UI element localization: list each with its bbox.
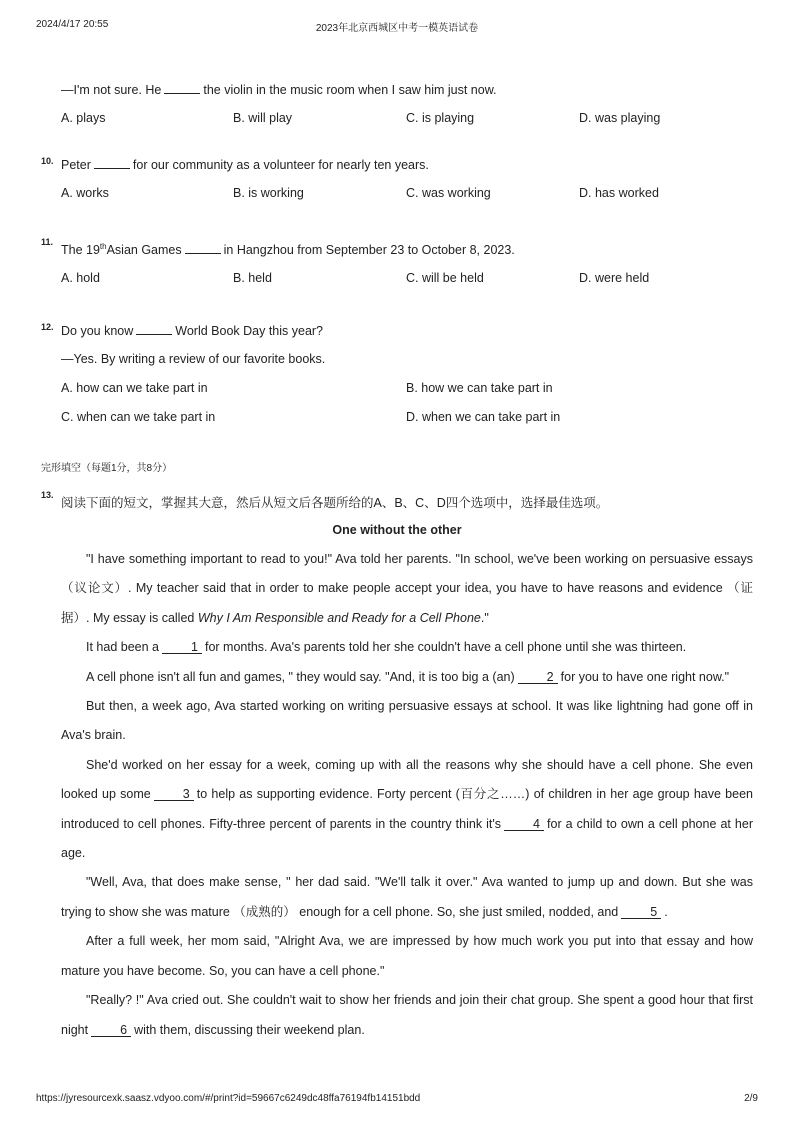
q12-number: 12. — [41, 322, 54, 332]
q9-option-c: C. is playing — [406, 111, 475, 125]
q12-reply: —Yes. By writing a review of our favorite books. — [61, 352, 326, 366]
document-title: 2023年北京西城区中考一模英语试卷 — [315, 23, 479, 34]
q9-option-b: B. will play — [233, 111, 293, 125]
cloze-blank-4: 4 — [504, 818, 544, 831]
q11-stem: The 19thAsian Games in Hangzhou from September 23 to October 8, 2023. — [61, 242, 515, 258]
section-heading: 完形填空（每题1分，共8分） — [41, 463, 173, 474]
q10-stem: Peter for our community as a volunteer for nearly ten years. — [61, 158, 429, 172]
paragraph-5: She'd worked on her essay for a week, coming up with all the reasons why she should have a cell phone. She even looked up some 3 to help as supporting evidence. Forty percent (百分之……) of children in her age group have been introduced to cell phones. Fifty-three percent of parents in the country think it's 4 for a child to own a cell phone at her age. — [61, 757, 753, 861]
q12-option-c: C. when can we take part in — [61, 410, 216, 424]
q9-stem: —I'm not sure. He the violin in the music room when I saw him just now. — [61, 83, 497, 97]
answer-blank — [164, 82, 200, 94]
q9-option-d: D. was playing — [579, 111, 661, 125]
passage-title: One without the other — [332, 523, 462, 537]
q10-number: 10. — [41, 156, 54, 166]
q11-option-d: D. were held — [579, 271, 650, 285]
paragraph-4: But then, a week ago, Ava started working on writing persuasive essays at school. It was like lightning had gone off in Ava's brain. — [61, 699, 753, 743]
cloze-blank-1: 1 — [162, 641, 202, 654]
paragraph-2: It had been a 1 for months. Ava's parents told her she couldn't have a cell phone until she was thirteen. — [86, 640, 687, 655]
q11-option-c: C. will be held — [406, 271, 484, 285]
paragraph-1: "I have something important to read to you!" Ava told her parents. "In school, we've been working on persuasive essays （议论文）. My teacher said that in order to make people accept your idea, you have to have reasons and evidence （证据）. My essay is called Why I Am Responsible and Ready for a Cell Phone." — [61, 552, 753, 625]
q10-option-d: D. has worked — [579, 186, 659, 200]
passage-body — [61, 545, 753, 1045]
q12-option-a: A. how can we take part in — [61, 381, 208, 395]
cloze-blank-2: 2 — [518, 671, 558, 684]
answer-blank — [136, 323, 172, 335]
q10-option-a: A. works — [61, 186, 109, 200]
q13-number: 13. — [41, 490, 54, 500]
q10-option-b: B. is working — [233, 186, 304, 200]
q9-option-a: A. plays — [61, 111, 106, 125]
answer-blank — [185, 242, 221, 254]
q11-option-a: A. hold — [61, 271, 100, 285]
paragraph-3: A cell phone isn't all fun and games, " they would say. "And, it is too big a (an) 2 for you to have one right now." — [86, 669, 730, 684]
page-number: 2/9 — [744, 1093, 758, 1104]
paragraph-6: "Well, Ava, that does make sense, " her dad said. "We'll talk it over." Ava wanted to jump up and down. But she was trying to show she was mature （成熟的） enough for a cell phone. So, she just smiled, nodded, and 5 . — [61, 875, 753, 919]
q12-stem: Do you know World Book Day this year? — [61, 324, 324, 338]
page-url: https://jyresourcexk.saasz.vdyoo.com/#/print?id=59667c6249dc48ffa76194fb14151bdd — [36, 1093, 421, 1104]
cloze-blank-3: 3 — [154, 788, 194, 801]
paragraph-8: "Really? !" Ava cried out. She couldn't wait to show her friends and join their chat group. She spent a good hour that first night 6 with them, discussing their weekend plan. — [61, 993, 753, 1037]
answer-blank — [94, 157, 130, 169]
q13-instruction: 阅读下面的短文，掌握其大意，然后从短文后各题所给的A、B、C、D四个选项中，选择最佳选项。 — [61, 496, 609, 510]
q12-option-d: D. when we can take part in — [406, 410, 561, 424]
q12-option-b: B. how we can take part in — [406, 381, 553, 395]
print-datetime: 2024/4/17 20:55 — [36, 19, 109, 30]
q11-number: 11. — [41, 237, 54, 247]
paragraph-7: After a full week, her mom said, "Alright Ava, we are impressed by how much work you put into that essay and how mature you have become. So, you can have a cell phone." — [61, 934, 753, 978]
q11-option-b: B. held — [233, 271, 272, 285]
cloze-blank-5: 5 — [621, 906, 661, 919]
q10-option-c: C. was working — [406, 186, 491, 200]
cloze-blank-6: 6 — [91, 1024, 131, 1037]
